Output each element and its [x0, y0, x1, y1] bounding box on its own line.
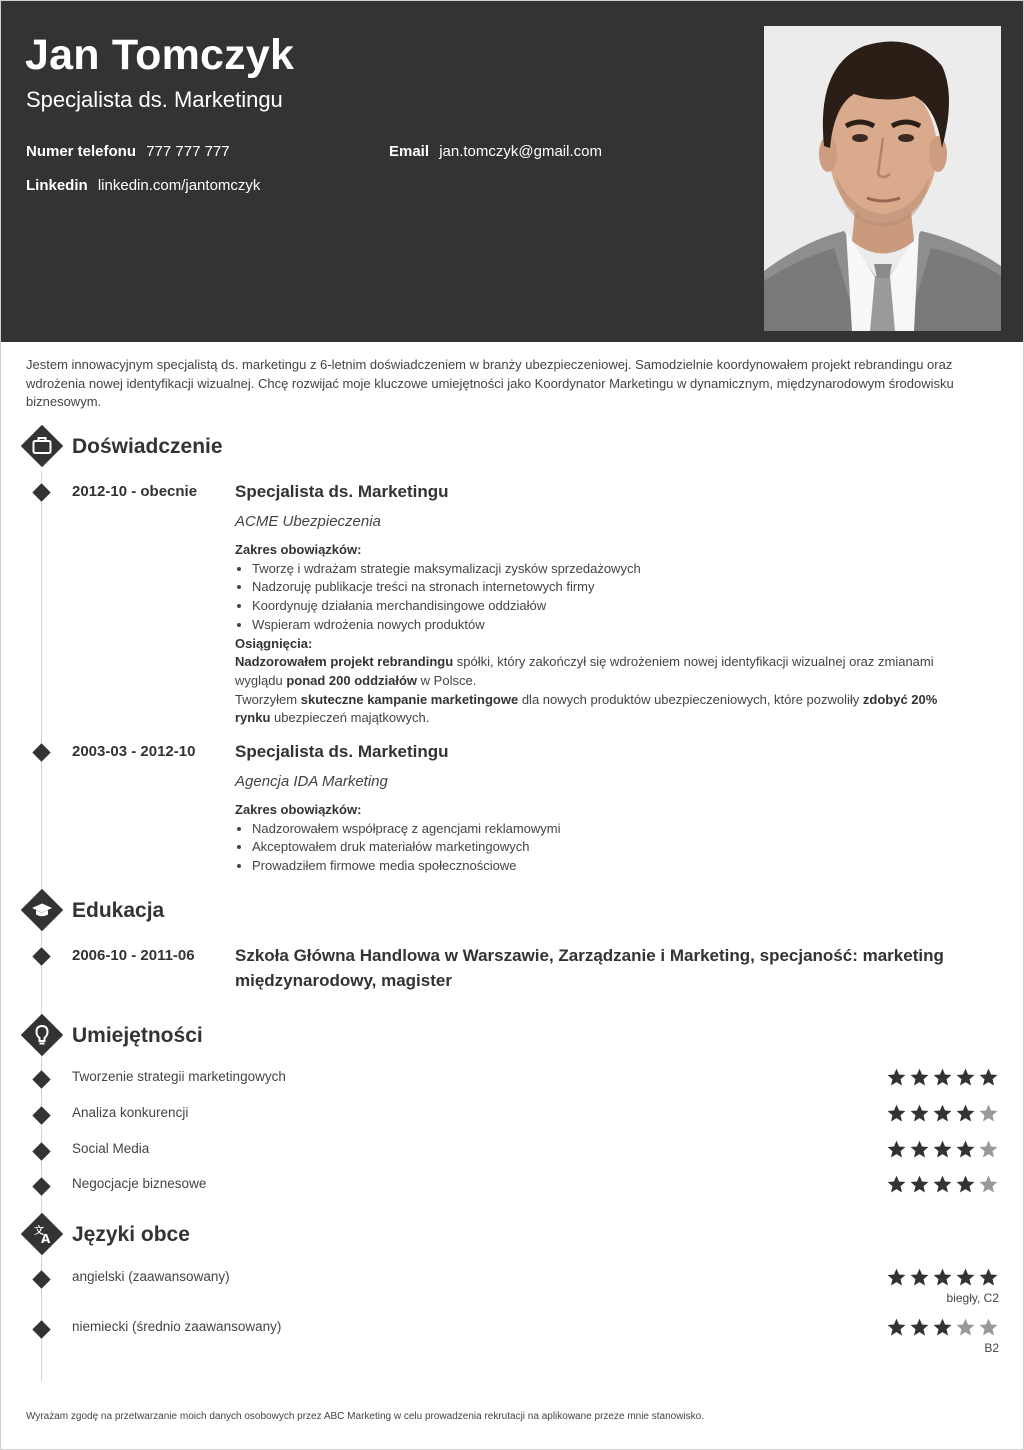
- job-date: 2012-10 - obecnie: [72, 483, 198, 500]
- duty-item: • Wspieram wdrożenia nowych produktów: [252, 616, 975, 635]
- skill-name: Analiza konkurencji: [72, 1105, 189, 1120]
- phone-value: 777 777 777: [146, 143, 230, 160]
- job-company: Agencja IDA Marketing: [235, 773, 388, 790]
- achievement-text: dla nowych produktów ubezpieczeniowych, które pozwoliły: [518, 691, 863, 707]
- star-filled-icon: [955, 1139, 976, 1160]
- timeline-marker: [32, 1070, 50, 1088]
- star-filled-icon: [955, 1174, 976, 1195]
- languages-heading: Języki obce: [72, 1223, 190, 1246]
- star-filled-icon: [886, 1174, 907, 1195]
- duty-item: • Koordynuję działania merchandisingowe oddziałów: [252, 597, 975, 616]
- education-school: Szkoła Główna Handlowa w Warszawie, Zarządzanie i Marketing, specjaność: marketing międzynarodowy, magister: [235, 946, 944, 990]
- star-filled-icon: [955, 1067, 976, 1088]
- star-filled-icon: [909, 1317, 930, 1338]
- star-filled-icon: [932, 1174, 953, 1195]
- achievement-2: [235, 691, 975, 728]
- email-label: Email: [389, 143, 430, 160]
- star-filled-icon: [932, 1139, 953, 1160]
- phone-label: Numer telefonu: [26, 143, 137, 160]
- linkedin-value: linkedin.com/jantomczyk: [97, 177, 261, 194]
- language-level: B2: [984, 1341, 999, 1355]
- language-name: angielski (zaawansowany): [72, 1269, 230, 1284]
- language-level: biegły, C2: [946, 1291, 999, 1305]
- star-filled-icon: [932, 1067, 953, 1088]
- skill-name: Tworzenie strategii marketingowych: [72, 1069, 286, 1084]
- achievement-1: [235, 653, 975, 690]
- star-filled-icon: [886, 1267, 907, 1288]
- job-date: 2003-03 - 2012-10: [72, 743, 196, 760]
- timeline-marker: [32, 1106, 50, 1124]
- job-position: Specjalista ds. Marketingu: [235, 742, 449, 761]
- achievement-text: w Polsce.: [417, 672, 477, 688]
- duty-item: • Akceptowałem druk materiałów marketingowych: [252, 838, 975, 857]
- duty-item: • Prowadziłem firmowe media społecznościowe: [252, 857, 975, 876]
- star-filled-icon: [886, 1103, 907, 1124]
- email-value: jan.tomczyk@gmail.com: [439, 143, 602, 160]
- timeline-marker: [32, 743, 50, 761]
- language-rating: [886, 1267, 999, 1288]
- star-filled-icon: [909, 1103, 930, 1124]
- job-position: Specjalista ds. Marketingu: [235, 482, 449, 501]
- summary-text: Jestem innowacyjnym specjalistą ds. marketingu z 6-letnim doświadczeniem w branży ubezpieczeniowej. Samodzielnie koordynowałem projekt rebrandingu oraz wdrożenia nowej identyfikacji wizualnej. Chcę rozwijać moje kluczowe umiejętności jako Koordynator Marketingu w dynamicznym, międzynarodowym środowisku biznesowym.: [26, 357, 954, 409]
- svg-text:文: 文: [34, 1226, 44, 1237]
- star-filled-icon: [909, 1139, 930, 1160]
- star-filled-icon: [909, 1267, 930, 1288]
- graduation-cap-icon: [21, 889, 63, 931]
- contact-email: [389, 143, 602, 160]
- linkedin-label: Linkedin: [26, 177, 88, 194]
- profile-photo: [764, 26, 1001, 331]
- star-filled-icon: [886, 1317, 907, 1338]
- header: [1, 1, 1023, 342]
- job-details: [235, 801, 975, 876]
- timeline-marker: [32, 1142, 50, 1160]
- star-filled-icon: [909, 1067, 930, 1088]
- star-empty-icon: [955, 1317, 976, 1338]
- star-filled-icon: [978, 1267, 999, 1288]
- education-date: 2006-10 - 2011-06: [72, 947, 195, 964]
- star-empty-icon: [978, 1317, 999, 1338]
- achievement-text: ubezpieczeń majątkowych.: [270, 710, 430, 726]
- duties-label: Zakres obowiązków:: [235, 802, 362, 817]
- star-filled-icon: [978, 1067, 999, 1088]
- briefcase-icon: [21, 425, 63, 467]
- duties-list: [252, 560, 975, 635]
- candidate-name: Jan Tomczyk: [25, 31, 295, 79]
- skills-heading: Umiejętności: [72, 1024, 203, 1047]
- job-company: ACME Ubezpieczenia: [235, 513, 381, 530]
- achievement-highlight: Nadzorowałem projekt rebrandingu: [235, 654, 454, 670]
- star-filled-icon: [909, 1174, 930, 1195]
- star-empty-icon: [978, 1103, 999, 1124]
- achievement-highlight: ponad 200 oddziałów: [286, 672, 418, 688]
- svg-text:A: A: [41, 1232, 51, 1246]
- portrait-illustration: [764, 26, 1001, 331]
- gdpr-consent: Wyrażam zgodę na przetwarzanie moich danych osobowych przez ABC Marketing w celu prowadzenia rekrutacji na aplikowane przeze mnie stanowisko.: [26, 1411, 705, 1422]
- star-filled-icon: [886, 1067, 907, 1088]
- timeline-marker: [32, 1177, 50, 1195]
- timeline-marker: [32, 483, 50, 501]
- timeline-marker: [32, 1320, 50, 1338]
- language-name: niemiecki (średnio zaawansowany): [72, 1319, 282, 1334]
- experience-heading: Doświadczenie: [72, 435, 223, 458]
- education-heading: Edukacja: [72, 899, 165, 922]
- star-filled-icon: [955, 1267, 976, 1288]
- duties-list: [252, 820, 975, 876]
- star-empty-icon: [978, 1139, 999, 1160]
- achievement-text: Tworzyłem: [235, 691, 301, 707]
- duty-item: • Tworzę i wdrażam strategie maksymalizacji zysków sprzedażowych: [252, 560, 975, 579]
- star-empty-icon: [978, 1174, 999, 1195]
- contact-linkedin: [26, 177, 260, 194]
- timeline-marker: [32, 947, 50, 965]
- star-filled-icon: [955, 1103, 976, 1124]
- star-filled-icon: [932, 1267, 953, 1288]
- skill-name: Social Media: [72, 1141, 150, 1156]
- contact-phone: [26, 143, 230, 160]
- skill-rating: [886, 1174, 999, 1195]
- timeline-marker: [32, 1270, 50, 1288]
- candidate-title: Specjalista ds. Marketingu: [26, 87, 283, 112]
- language-rating: [886, 1317, 999, 1338]
- skill-name: Negocjacje biznesowe: [72, 1176, 207, 1191]
- duty-item: • Nadzoruję publikacje treści na stronach internetowych firmy: [252, 578, 975, 597]
- skill-rating: [886, 1103, 999, 1124]
- translate-icon: [21, 1213, 63, 1255]
- achievement-highlight: skuteczne kampanie marketingowe: [300, 691, 519, 707]
- star-filled-icon: [886, 1139, 907, 1160]
- star-filled-icon: [932, 1317, 953, 1338]
- job-details: [235, 541, 975, 728]
- star-filled-icon: [932, 1103, 953, 1124]
- achievements-label: Osiągnięcia:: [235, 635, 313, 651]
- achievement-text: spółki, który zakończył się wdrożeniem nowej identyfikacji wizualnej oraz zmianami wyglądu: [235, 654, 934, 688]
- duty-item: • Nadzorowałem współpracę z agencjami reklamowymi: [252, 820, 975, 839]
- duties-label: Zakres obowiązków:: [235, 542, 362, 557]
- lightbulb-icon: [21, 1014, 63, 1056]
- skill-rating: [886, 1067, 999, 1088]
- skill-rating: [886, 1139, 999, 1160]
- achievement-highlight: zdobyć 20% rynku: [235, 691, 938, 726]
